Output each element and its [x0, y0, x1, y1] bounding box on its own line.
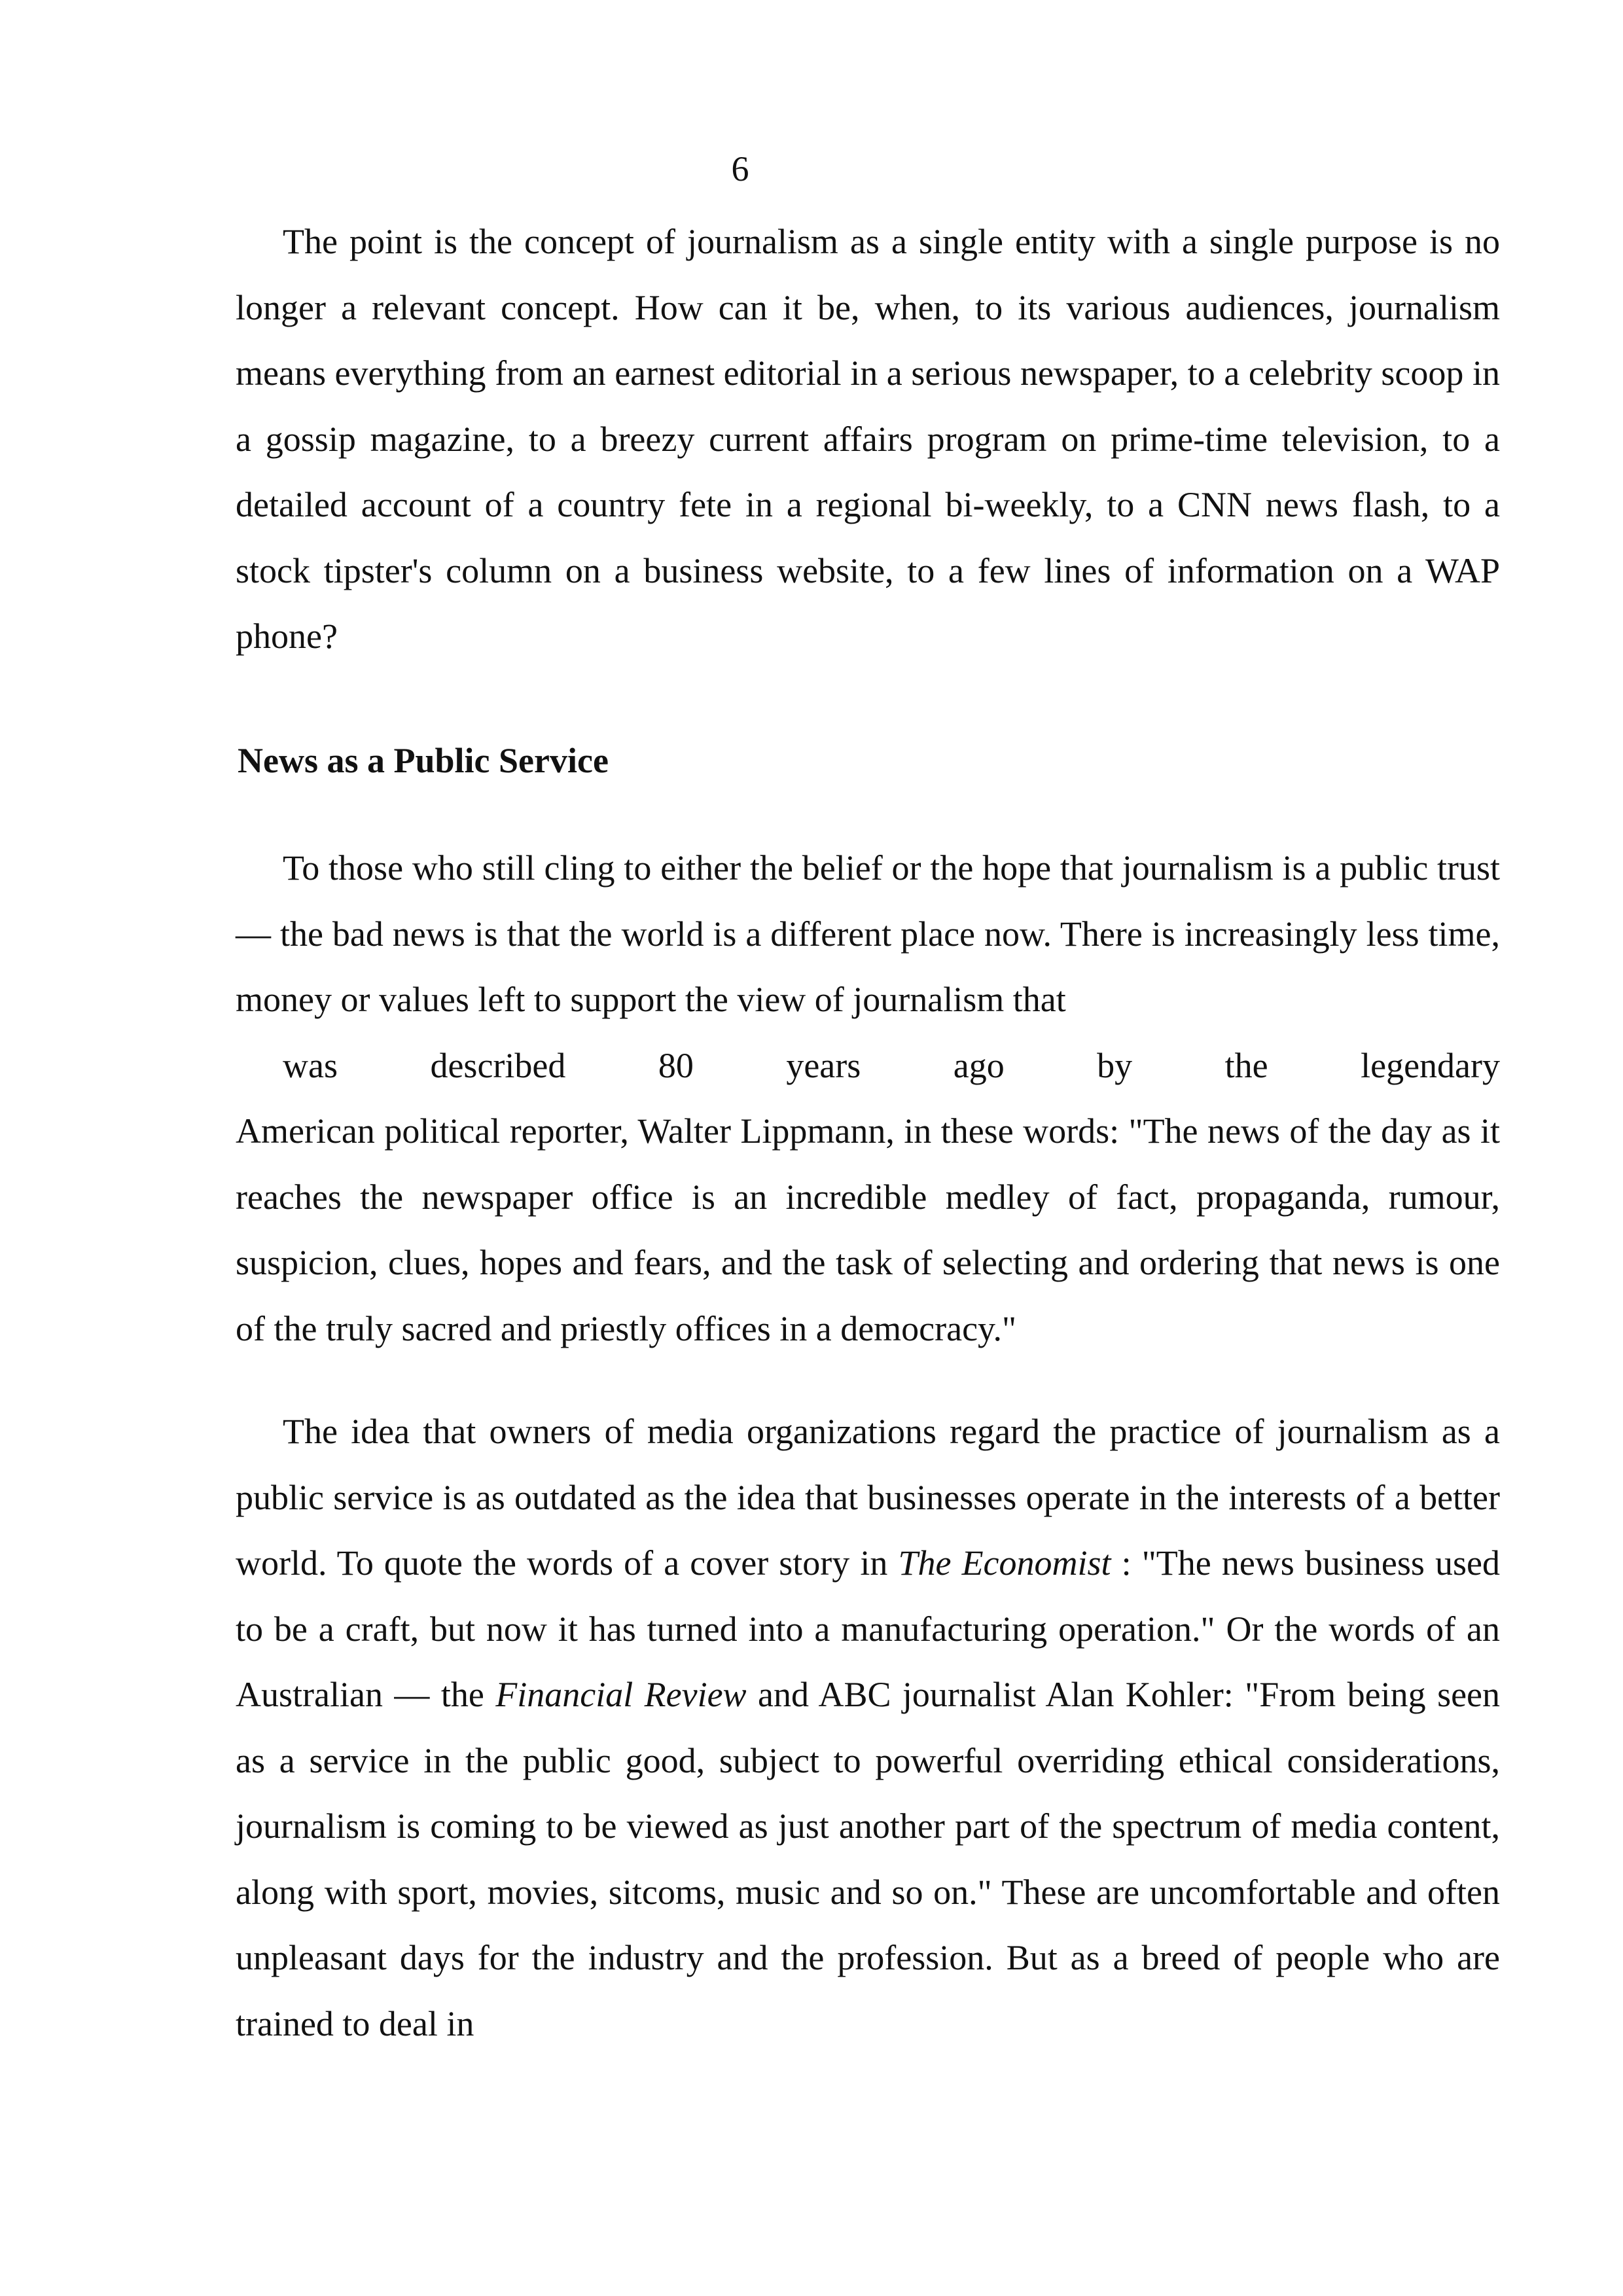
- page-number: 6: [731, 149, 749, 188]
- paragraph-3-part-1: The idea that owners of media organizations regard the practice of journalism as a public service is as outdated as the idea that businesses operate in the interests of a better world. To quote the words of a cover story in: [236, 1412, 1500, 1583]
- paragraph-2-part-1: To those who still cling to either the belief or the hope that journalism is a public trust — the bad news is that the world is a different place now. There is increasingly less time, money or values left to support the view of journalism that: [236, 848, 1500, 1019]
- section-heading: News as a Public Service: [238, 741, 609, 780]
- paragraph-2-spread-line: was described 80 years ago by the legendary: [283, 1045, 1500, 1085]
- publication-title-financial-review: Financial Review: [495, 1675, 747, 1714]
- paragraph-1: The point is the concept of journalism as a single entity with a single purpose is no longer a relevant concept. How can it be, when, to its various audiences, journalism means everything from an earnest editorial in a serious newspaper, to a celebrity scoop in a gossip magazine, to a breezy current affairs program on prime-time television, to a detailed account of a country fete in a regional bi-weekly, to a CNN news flash, to a stock tipster's column on a business website, to a few lines of information on a WAP phone?: [236, 222, 1500, 656]
- paragraph-3-part-2: : "The news business used to be a craft, but now it has turned into a manufacturing operation." Or the words of an Australian — the: [236, 1543, 1500, 1714]
- paragraph-2-part-2: American political reporter, Walter Lippmann, in these words: "The news of the day as it reaches the newspaper office is an incredible medley of fact, propaganda, rumour, suspicion, clues, hopes and fears, and the task of selecting and ordering that news is one of the truly sacred and priestly offices in a democracy.": [236, 1111, 1500, 1348]
- paragraph-3-part-3: and ABC journalist Alan Kohler: "From being seen as a service in the public good, subject to powerful overriding ethical considerations, journalism is coming to be viewed as just another part of the spectrum of media content, along with sport, movies, sitcoms, music and so on." These are uncomfortable and often unpleasant days for the industry and the profession. But as a breed of people who are trained to deal in: [236, 1675, 1501, 2043]
- paragraph-3: [236, 1399, 1500, 2056]
- paragraph-2: [236, 835, 1500, 1361]
- publication-title-economist: The Economist: [898, 1543, 1111, 1583]
